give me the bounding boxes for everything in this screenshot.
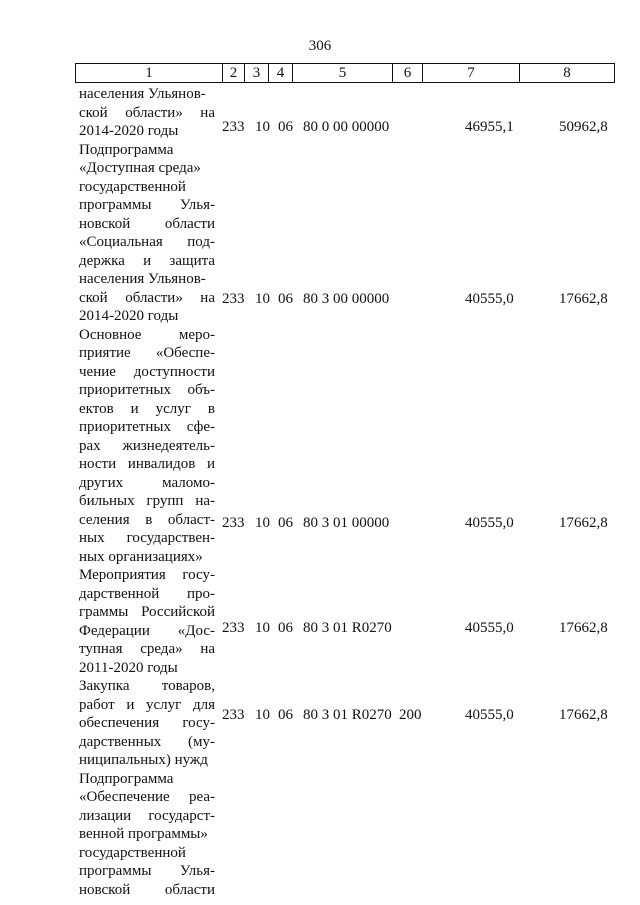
cell-col-5: 80 3 01 R0270 [303,620,392,636]
description-line: населения Ульянов- [79,271,206,287]
description-line: рах жизнедеятель- [79,437,215,454]
cell-col-7: 40555,0 [465,515,514,531]
description-line: приоритетных объ- [79,382,215,398]
description-line: новской области [79,881,215,898]
cell-col-8: 17662,8 [559,291,608,307]
cell-col-2: 233 [222,515,245,531]
description-line: 2014-2020 годы [79,123,179,139]
cell-col-2: 233 [222,291,245,307]
description-line: Основное меро- [79,326,215,343]
cell-col-3: 10 [255,707,270,723]
cell-col-4: 06 [278,515,293,531]
description-line: «Социальная под- [79,234,215,250]
description-line: ской области» на [79,289,215,306]
description-line: государственной [79,844,186,861]
description-line: бильных групп на- [79,493,215,509]
description-line: ных организациях» [79,548,203,565]
description-line: Закупка товаров, [79,678,215,694]
cell-col-5: 80 0 00 00000 [303,119,390,135]
description-line: ниципальных) нужд [79,752,208,768]
cell-col-6: 200 [399,707,422,723]
description-line: Подпрограмма [79,141,174,158]
cell-col-4: 06 [278,620,293,636]
cell-col-3: 10 [255,515,270,531]
description-line: дарственной про- [79,585,215,602]
description-line: Мероприятия госу- [79,567,215,583]
cell-col-2: 233 [222,119,245,135]
cell-col-8: 50962,8 [559,119,608,135]
description-line: 2011-2020 годы [79,659,178,676]
description-column [79,85,215,899]
cell-col-5: 80 3 01 R0270 [303,707,392,723]
cell-col-5: 80 3 01 00000 [303,515,390,531]
description-line: лизации государст- [79,807,215,824]
description-line: Подпрограмма [79,770,174,787]
cell-col-8: 17662,8 [559,620,608,636]
table-row [0,619,640,637]
cell-col-3: 10 [255,119,270,135]
description-line: новской области [79,215,215,232]
description-line: ных государствен- [79,530,215,546]
cell-col-2: 233 [222,707,245,723]
description-line: других маломо- [79,474,215,491]
description-line: государственной [79,178,186,195]
header-col-3: 3 [245,64,269,82]
description-line: «Обеспечение реа- [79,789,215,805]
table-row [0,290,640,308]
cell-col-3: 10 [255,620,270,636]
cell-col-4: 06 [278,707,293,723]
table-row [0,514,640,532]
cell-col-4: 06 [278,291,293,307]
description-line: приоритетных сфе- [79,419,215,435]
cell-col-7: 40555,0 [465,620,514,636]
description-line: дарственных (му- [79,733,215,750]
header-col-6: 6 [393,64,423,82]
description-line: граммы Российской [79,604,215,620]
description-line: программы Улья- [79,197,215,213]
cell-col-7: 40555,0 [465,291,514,307]
description-line: 2014-2020 годы [79,308,179,324]
cell-col-8: 17662,8 [559,707,608,723]
description-line: держка и защита [79,252,215,269]
cell-col-3: 10 [255,291,270,307]
description-line: «Доступная среда» [79,160,201,176]
table-row [0,118,640,136]
description-line: обеспечения госу- [79,715,215,731]
description-line: тупная среда» на [79,641,215,657]
page-number: 306 [308,38,332,54]
description-line: населения Ульянов- [79,86,206,102]
cell-col-8: 17662,8 [559,515,608,531]
description-line: ектов и услуг в [79,400,215,417]
cell-col-7: 46955,1 [465,119,514,135]
cell-col-5: 80 3 00 00000 [303,291,390,307]
header-col-7: 7 [423,64,520,82]
header-col-1: 1 [76,64,223,82]
description-line: ской области» на [79,104,215,121]
table-row [0,706,640,724]
description-line: ности инвалидов и [79,456,215,472]
cell-col-7: 40555,0 [465,707,514,723]
description-line: программы Улья- [79,863,215,879]
description-line: работ и услуг для [79,696,215,713]
description-line: селения в област- [79,511,215,528]
header-col-8: 8 [563,65,571,81]
cell-col-2: 233 [222,620,245,636]
header-col-2: 2 [223,64,245,82]
header-col-4: 4 [269,64,293,82]
description-line: чение доступности [79,363,215,380]
description-line: венной программы» [79,826,208,842]
header-col-5: 5 [293,64,393,82]
table-header-row [75,63,615,83]
description-line: приятие «Обеспе- [79,345,215,361]
cell-col-4: 06 [278,119,293,135]
description-line: Федерации «Дос- [79,622,215,639]
